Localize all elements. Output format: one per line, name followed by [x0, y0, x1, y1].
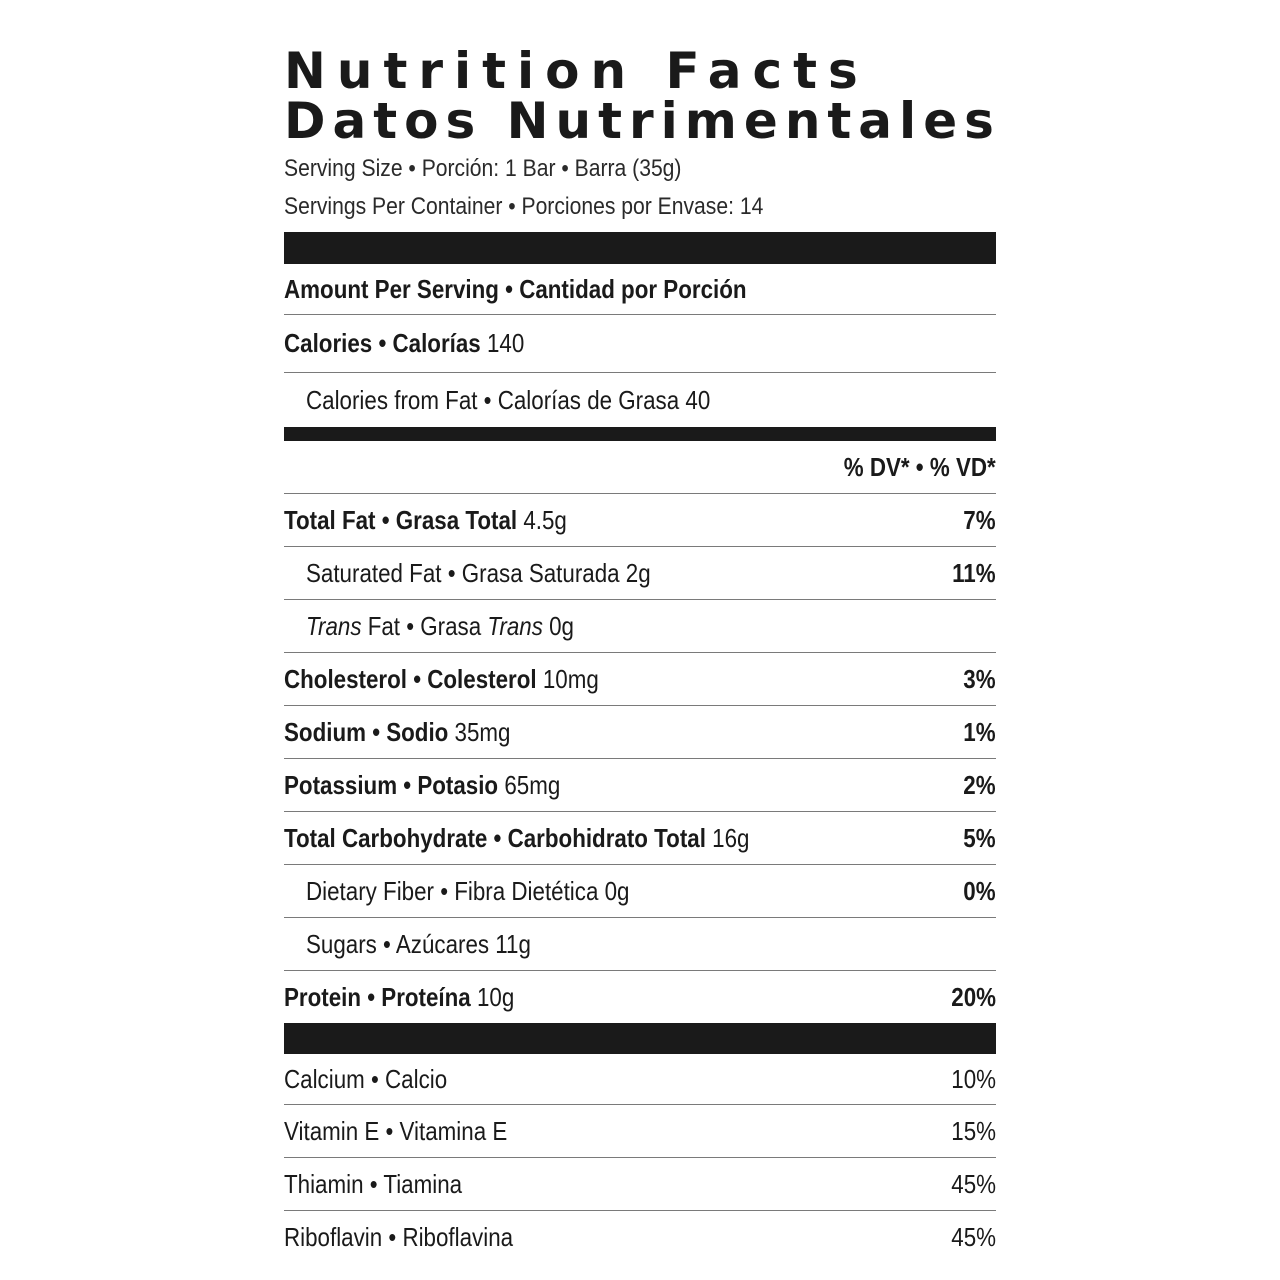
sodium-amount: 35mg	[454, 716, 511, 747]
vitamin-row-calcium	[284, 1054, 996, 1105]
protein-row	[284, 971, 996, 1023]
total-fat-label: Total Fat • Grasa Total	[284, 504, 518, 535]
trans-fat-label	[306, 611, 574, 642]
saturated-fat-row	[284, 547, 996, 600]
total-carbohydrate-amount: 16g	[712, 822, 750, 853]
vitamin-dv: 45%	[951, 1168, 996, 1199]
serving-size: Serving Size • Porción: 1 Bar • Barra (35g)	[284, 155, 682, 182]
vitamin-label: Thiamin • Tiamina	[284, 1168, 463, 1199]
dietary-fiber-label: Dietary Fiber • Fibra Dietética 0g	[306, 875, 630, 906]
vitamin-dv: 10%	[951, 1063, 996, 1094]
potassium-label: Potassium • Potasio	[284, 769, 499, 800]
vitamin-label: Calcium • Calcio	[284, 1063, 448, 1094]
calories-from-fat-row	[284, 373, 996, 427]
dv-header-row	[284, 441, 996, 494]
total-carbohydrate-row	[284, 812, 996, 865]
potassium-dv: 2%	[963, 769, 996, 800]
title-english: Nutrition Facts	[284, 42, 869, 100]
calories-value: 140	[486, 328, 525, 358]
saturated-fat-label: Saturated Fat • Grasa Saturada 2g	[306, 557, 651, 588]
medium-divider	[284, 427, 996, 441]
trans-fat-row	[284, 600, 996, 653]
sodium-label: Sodium • Sodio	[284, 716, 449, 747]
protein-label: Protein • Proteína	[284, 981, 471, 1012]
servings-per-container: Servings Per Container • Porciones por Envase: 14	[284, 193, 764, 220]
calories-row	[284, 315, 996, 373]
dietary-fiber-dv: 0%	[963, 875, 996, 906]
protein-amount: 10g	[476, 981, 515, 1012]
trans-fat-mid: Fat • Grasa	[361, 610, 488, 641]
total-carbohydrate-dv: 5%	[963, 822, 996, 853]
vitamin-row-riboflavin	[284, 1211, 996, 1263]
dv-header: % DV* • % VD*	[844, 451, 996, 482]
cholesterol-label: Cholesterol • Colesterol	[284, 663, 537, 694]
calories-label: Calories • Calorías	[284, 328, 481, 358]
vitamin-row-vitamin-e	[284, 1105, 996, 1158]
trans-fat-italic-1: Trans	[306, 610, 362, 641]
cholesterol-dv: 3%	[963, 663, 996, 694]
potassium-row	[284, 759, 996, 812]
total-fat-dv: 7%	[963, 504, 996, 535]
sugars-label: Sugars • Azúcares 11g	[306, 928, 531, 959]
dietary-fiber-row	[284, 865, 996, 918]
vitamin-label: Riboflavin • Riboflavina	[284, 1221, 514, 1252]
amount-per-serving-row	[284, 264, 996, 315]
total-fat-row	[284, 494, 996, 547]
sugars-row	[284, 918, 996, 971]
protein-dv: 20%	[951, 981, 996, 1012]
amount-per-serving-label: Amount Per Serving • Cantidad por Porción	[284, 273, 747, 304]
total-carbohydrate-label: Total Carbohydrate • Carbohidrato Total	[284, 822, 706, 853]
calories-from-fat-label: Calories from Fat • Calorías de Grasa 40	[306, 384, 711, 415]
total-fat-amount: 4.5g	[523, 504, 567, 535]
vitamin-row-thiamin	[284, 1158, 996, 1211]
title-spanish: Datos Nutrimentales	[284, 92, 1001, 150]
trans-fat-italic-2: Trans	[487, 610, 543, 641]
vitamin-dv: 45%	[951, 1221, 996, 1252]
cholesterol-amount: 10mg	[542, 663, 599, 694]
trans-fat-amount: 0g	[542, 610, 574, 641]
cholesterol-row	[284, 653, 996, 706]
vitamin-dv: 15%	[951, 1115, 996, 1146]
saturated-fat-dv: 11%	[952, 557, 996, 588]
potassium-amount: 65mg	[504, 769, 561, 800]
sodium-dv: 1%	[963, 716, 996, 747]
nutrition-facts-panel	[284, 40, 1001, 1263]
sodium-row	[284, 706, 996, 759]
thick-divider	[284, 232, 996, 264]
vitamin-label: Vitamin E • Vitamina E	[284, 1115, 508, 1146]
thick-divider-bottom	[284, 1023, 996, 1054]
